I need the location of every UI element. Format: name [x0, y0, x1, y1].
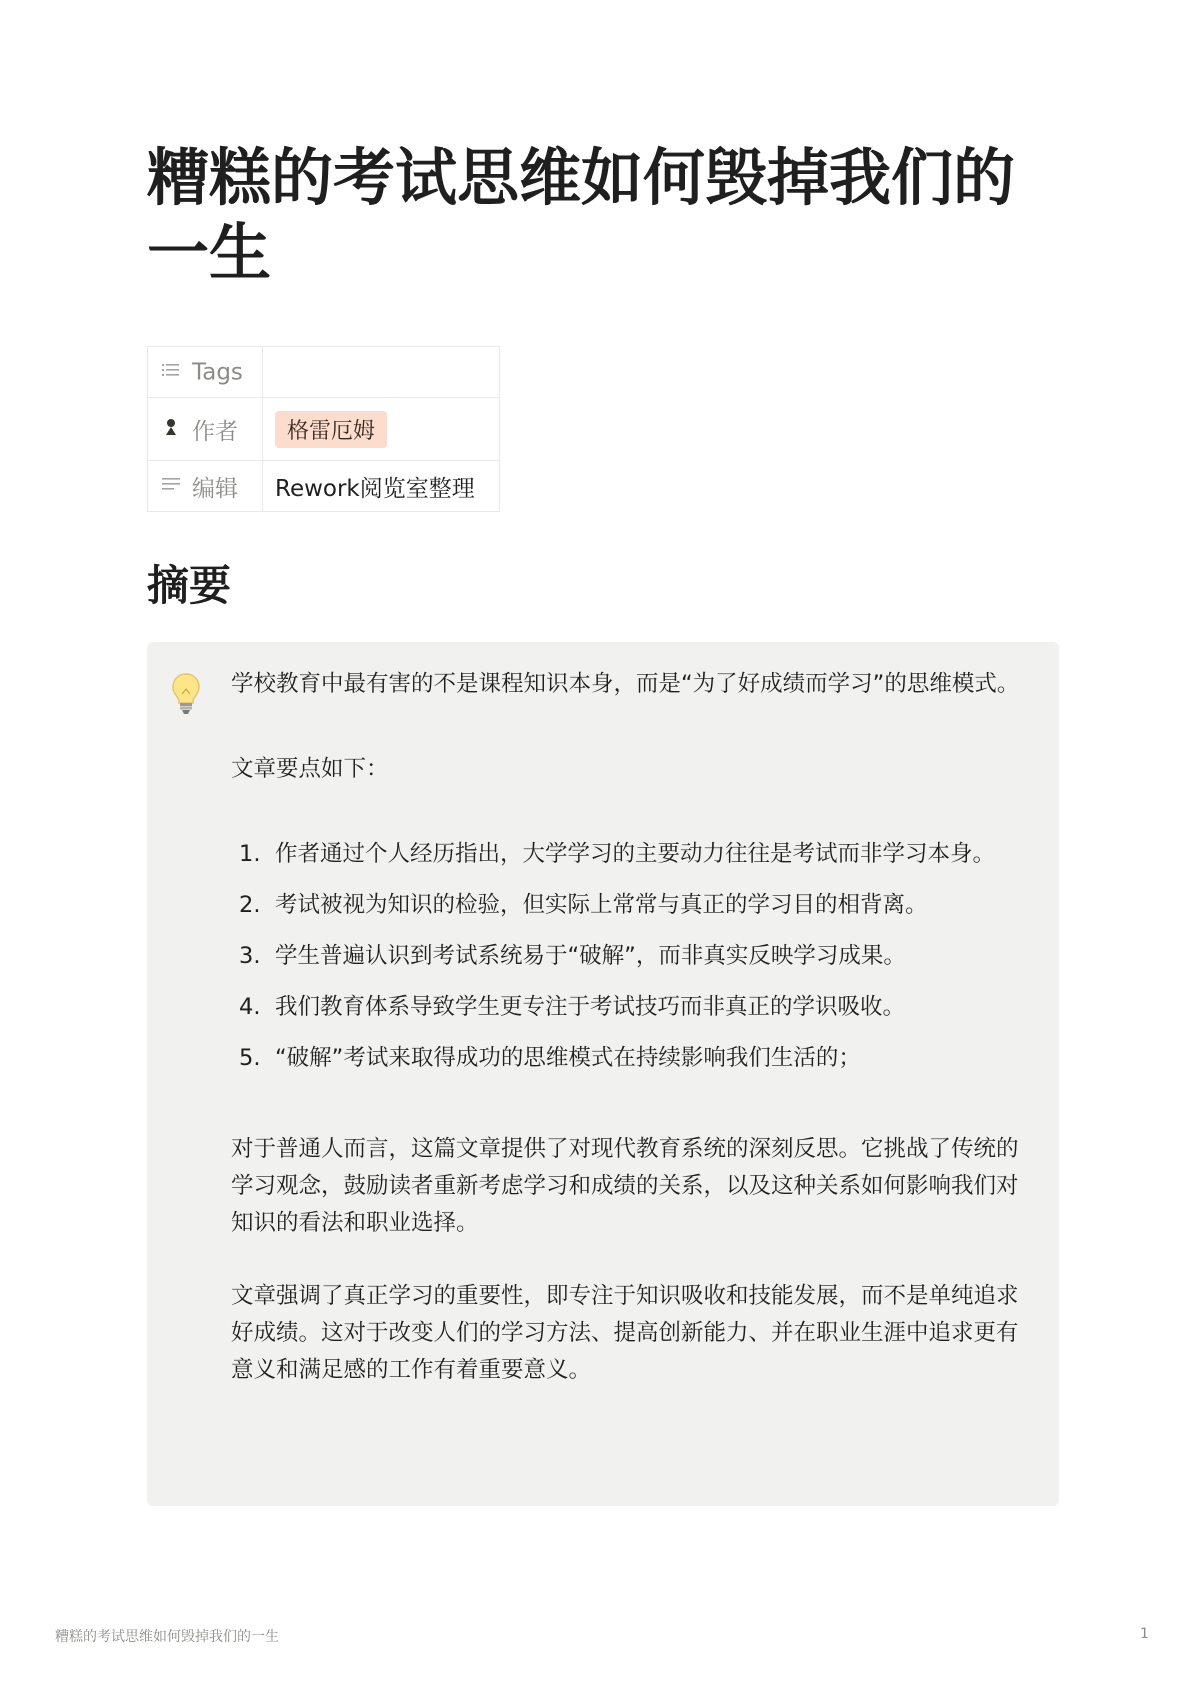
list-number: 5.	[239, 1045, 261, 1071]
property-name-editor[interactable]	[148, 461, 263, 512]
document-page	[147, 140, 1059, 1506]
author-tag[interactable]: 格雷厄姆	[275, 411, 387, 448]
property-label: 作者	[192, 418, 238, 445]
text-lines-icon	[160, 476, 182, 497]
property-name-tags[interactable]	[148, 347, 263, 398]
footer-title: 糟糕的考试思维如何毁掉我们的一生	[55, 1629, 279, 1645]
list-item	[231, 938, 1037, 975]
list-item-text: 学生普遍认识到考试系统易于“破解”，而非真实反映学习成果。	[275, 943, 906, 969]
page-number: 1	[1140, 1626, 1149, 1642]
list-item	[231, 887, 1037, 924]
points-list	[231, 836, 1037, 1077]
person-icon	[160, 418, 182, 441]
list-number: 3.	[239, 943, 261, 969]
property-row-tags	[148, 347, 500, 398]
property-name-author[interactable]	[148, 398, 263, 461]
property-row-author	[148, 398, 500, 461]
summary-paragraph-1: 对于普通人而言，这篇文章提供了对现代教育系统的深刻反思。它挑战了传统的学习观念，鼓励读者重新考虑学习和成绩的关系，以及这种关系如何影响我们对知识的看法和职业选择。	[231, 1136, 1019, 1236]
summary-callout[interactable]	[147, 642, 1059, 1506]
list-item-text: “破解”考试来取得成功的思维模式在持续影响我们生活的；	[275, 1045, 861, 1071]
list-item	[231, 836, 1037, 873]
property-label: 编辑	[192, 475, 238, 502]
callout-body	[231, 666, 1037, 1389]
summary-heading: 摘要	[147, 561, 232, 610]
list-item-text: 我们教育体系导致学生更专注于考试技巧而非真正的学识吸收。	[275, 994, 906, 1020]
summary-paragraph-2: 文章强调了真正学习的重要性，即专注于知识吸收和技能发展，而不是单纯追求好成绩。这对于改变人们的学习方法、提高创新能力、并在职业生涯中追求更有意义和满足感的工作有着重要意义。	[231, 1283, 1019, 1383]
list-number: 4.	[239, 994, 261, 1020]
list-number: 2.	[239, 892, 261, 918]
points-heading: 文章要点如下：	[231, 756, 389, 782]
list-item-text: 考试被视为知识的检验，但实际上常常与真正的学习目的相背离。	[275, 892, 928, 918]
property-value-tags[interactable]	[263, 347, 500, 398]
list-icon	[160, 362, 182, 383]
property-value-editor[interactable]: Rework阅览室整理	[263, 461, 500, 512]
list-item-text: 作者通过个人经历指出，大学学习的主要动力往往是考试而非学习本身。	[275, 841, 996, 867]
property-value-author[interactable]	[263, 398, 500, 461]
properties-table	[147, 346, 500, 512]
lightbulb-icon[interactable]	[171, 672, 201, 716]
page-title: 糟糕的考试思维如何毁掉我们的一生	[147, 141, 1016, 289]
list-number: 1.	[239, 841, 261, 867]
property-row-editor	[148, 461, 500, 512]
list-item	[231, 1040, 1037, 1077]
property-label: Tags	[192, 359, 243, 386]
summary-intro: 学校教育中最有害的不是课程知识本身，而是“为了好成绩而学习”的思维模式。	[231, 671, 1020, 697]
list-item	[231, 989, 1037, 1026]
